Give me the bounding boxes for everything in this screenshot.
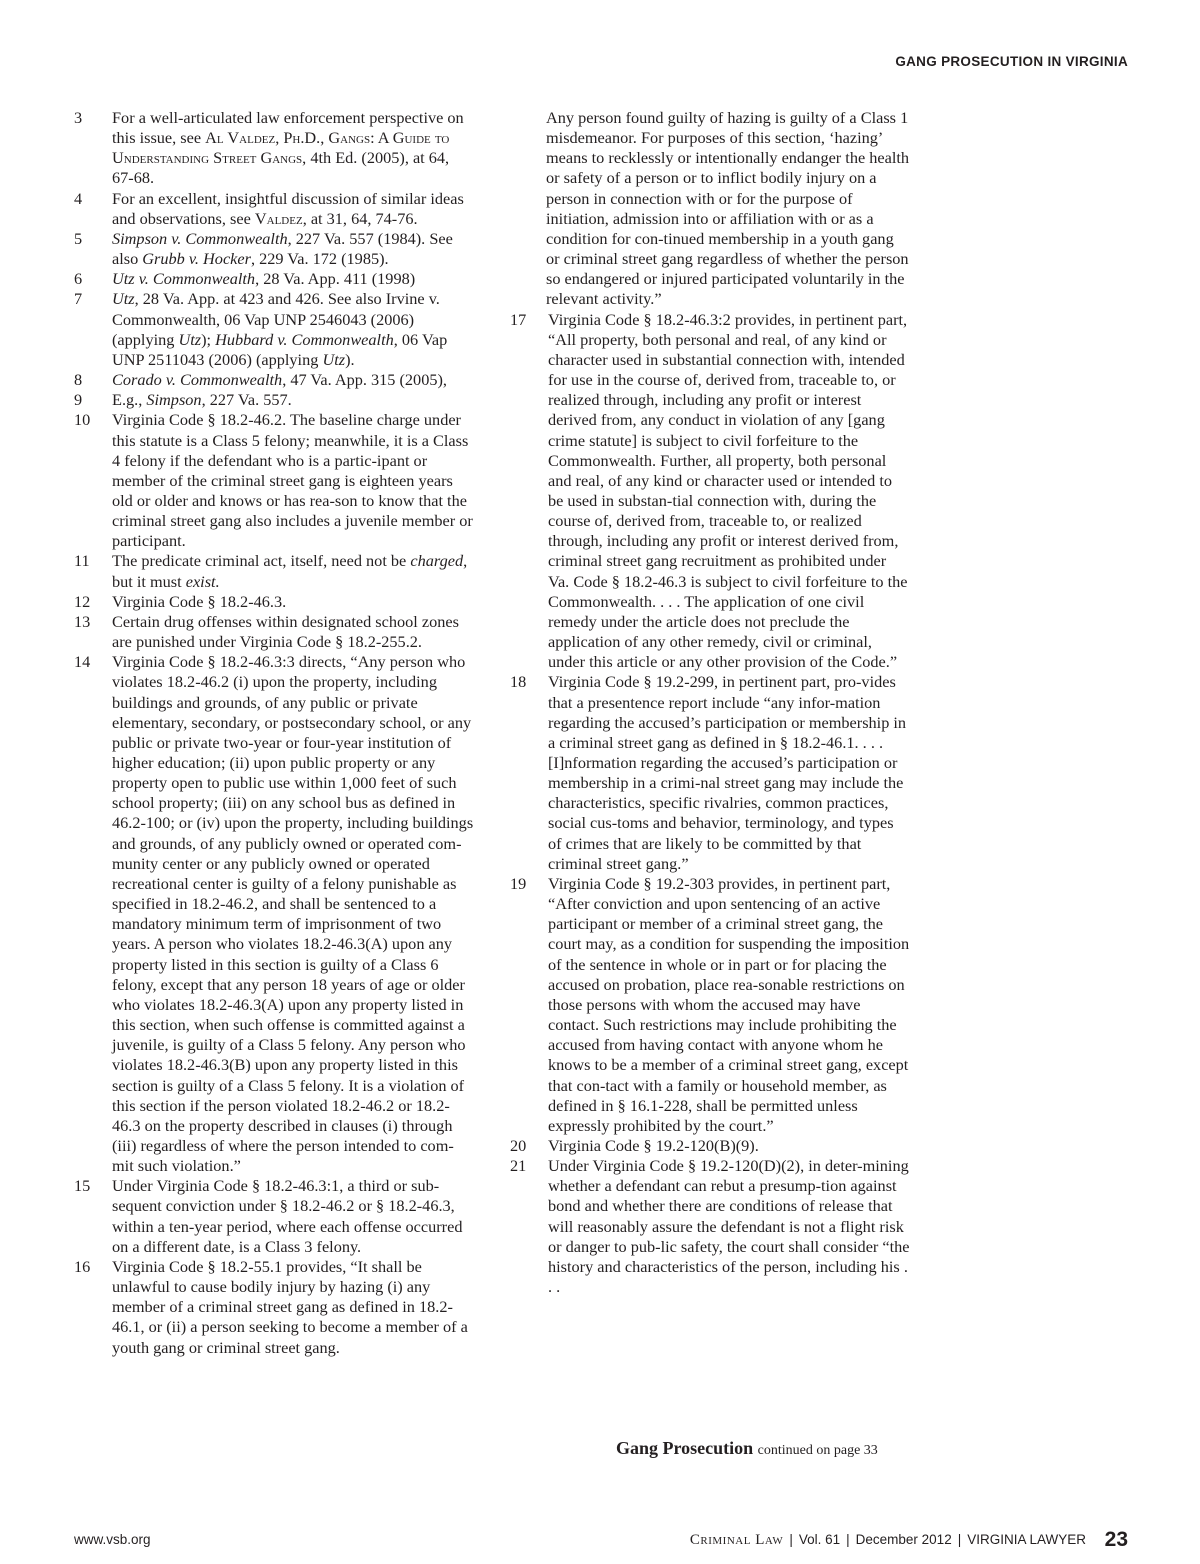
footnote-number: 6 [74,269,83,289]
footnote-number: 21 [510,1156,527,1176]
footnote-20 [510,1136,910,1156]
footnote-number: 10 [74,410,91,430]
footnote-number: 4 [74,188,83,208]
footnote-text: Virginia Code § 18.2-46.3. [112,591,287,611]
footnote-text: Under Virginia Code § 19.2-120(D)(2), in deter-mining whether a defendant can rebut a presump-tion against bond and whether there are conditions of release that will reasonably assure the defendant is not a flight risk or danger to pub-lic safety, the court shall consider “the history and characteristics of the person, including his . . . [548,1156,910,1297]
footer-url: www.vsb.org [74,1532,151,1547]
footnote-4 [74,189,474,229]
footer-separator: | [957,1532,962,1547]
footer-separator: | [846,1532,850,1547]
footnote-text: Virginia Code § 18.2-55.1 provides, “It shall be unlawful to cause bodily injury by hazing (i) any member of a criminal street gang as defined in 18.2-46.1, or (ii) a person seeking to become a member of a youth gang or criminal street gang. [112,1256,468,1357]
footnote-18 [510,672,910,874]
footnote-text: For a well-articulated law enforcement perspective on this issue, see Al Valdez, Ph.D., Gangs: A Guide to Understanding Street Gangs, 4th Ed. (2005), at 64, 67-68. [112,108,464,188]
footnote-16 [74,1257,474,1358]
footnote-15 [74,1176,474,1257]
left-column-footnotes [74,108,474,1358]
continued-notice [616,1438,878,1459]
footnote-text: Virginia Code § 18.2-46.2. The baseline charge under this statute is a Class 5 felony; meanwhile, it is a Class 4 felony if the defendant who is a partic-ipant or member of the criminal street gang is eighteen years old or older and knows or has rea-son to know that the criminal street gang also includes a juvenile member or participant. [112,410,473,551]
footnote-14 [74,652,474,1176]
footer-date: December 2012 [855,1532,952,1547]
footnote-number: 12 [74,591,91,611]
continued-label: Gang Prosecution [616,1438,754,1458]
footnote-21 [510,1156,910,1297]
footnote-number: 14 [74,652,91,672]
footer-volume: Vol. 61 [798,1532,841,1547]
footnote-6 [74,269,474,289]
footnote-text: Certain drug offenses within designated school zones are punished under Virginia Code § 18.2-255.2. [112,611,459,652]
page-footer [74,1530,1128,1554]
footnote-number: 11 [74,551,90,571]
footnote-text: Utz v. Commonwealth, 28 Va. App. 411 (1998) [112,269,416,289]
footnote-number: 7 [74,289,83,309]
footnote-text: Corado v. Commonwealth, 47 Va. App. 315 (2005), [112,370,447,390]
footer-section: Criminal Law [689,1532,784,1548]
footnote-text: Virginia Code § 19.2-299, in pertinent part, pro-vides that a presentence report include “any infor-mation regarding the accused’s participation or membership in a criminal street gang as defined in § 18.2-46.1. . . . [I]nformation regarding the accused’s participation or membership in a crimi-nal street gang may include the characteristics, specific rivalries, common practices, social cus-toms and behavior, terminology, and types of crimes that are likely to be committed by that criminal street gang.” [548,672,907,873]
footnote-12 [74,592,474,612]
footnote-19 [510,874,910,1136]
footnote-8 [74,370,474,390]
footnote-number: 9 [74,390,83,410]
footnote-text: Under Virginia Code § 18.2-46.3:1, a third or sub-sequent conviction under § 18.2-46.2 or § 18.2-46.3, within a ten-year period, where each offense occurred on a different date, is a Class 3 felony. [112,1176,463,1256]
footnote-number: 19 [510,873,527,893]
footnote-9 [74,390,474,410]
footnote-text: E.g., Simpson, 227 Va. 557. [112,390,292,410]
footnote-13 [74,612,474,652]
footnote-10 [74,410,474,551]
footnote-text: The predicate criminal act, itself, need not be charged, but it must exist. [112,551,468,591]
footer-publication: VIRGINIA LAWYER [967,1532,1086,1547]
footnote-11 [74,551,474,591]
footnote-number: 5 [74,228,83,248]
footnote-16-continuation: Any person found guilty of hazing is guilty of a Class 1 misdemeanor. For purposes of this section, ‘hazing’ means to recklessly or intentionally endanger the health or safety of a person or to inflict bodily injury on a person in connection with or for the purpose of initiation, admission into or affiliation with or as a condition for con-tinued membership in a youth gang or criminal street gang regardless of whether the person so endangered or injured participated voluntarily in the relevant activity.” [546,108,910,309]
continued-page-ref: continued on page 33 [757,1443,878,1458]
footer-separator: | [789,1532,793,1547]
footnote-number: 20 [510,1135,527,1155]
footnote-7 [74,289,474,370]
footnote-text: Simpson v. Commonwealth, 227 Va. 557 (1984). See also Grubb v. Hocker, 229 Va. 172 (1985). [112,228,453,269]
page-number: 23 [1104,1528,1128,1551]
footnote-text: Virginia Code § 18.2-46.3:3 directs, “Any person who violates 18.2-46.2 (i) upon the property, including buildings and grounds, of any public or private elementary, secondary, or postsecondary school, or any public or private two-year or four-year institution of higher education; (ii) upon public property or any property open to public use within 1,000 feet of such school property; (iii) on any school bus as defined in 46.2-100; or (iv) upon the property, including buildings and grounds, of any publicly owned or operated com-munity center or any publicly owned or operated recreational center is guilty of a felony punishable as specified in 18.2-46.2, and shall be sentenced to a mandatory minimum term of imprisonment of two years. A person who violates 18.2-46.3(A) upon any property listed in this section is guilty of a Class 6 felony, except that any person 18 years of age or older who violates 18.2-46.3(A) upon any property listed in this section, when such offense is committed against a juvenile, is guilty of a Class 5 felony. Any person who violates 18.2-46.3(B) upon any property listed in this section is guilty of a Class 5 felony. It is a violation of this section if the person violated 18.2-46.2 or 18.2-46.3 on the property described in clauses (i) through (iii) regardless of where the person intended to com-mit such violation.” [112,652,474,1176]
footnote-number: 18 [510,672,527,692]
footnote-5 [74,229,474,269]
footnote-number: 8 [74,370,83,390]
footnote-text: For an excellent, insightful discussion of similar ideas and observations, see Valdez, at 31, 64, 74-76. [112,188,464,228]
footnote-text: Virginia Code § 18.2-46.3:2 provides, in pertinent part, “All property, both personal and real, of any kind or character used in substantial connection with, intended for use in the course of, derived from, traceable to, or realized through, including any profit or interest derived from, any conduct in violation of any [gang crime statute] is subject to civil forfeiture to the Commonwealth. Further, all property, both personal and real, of any kind or character used or intended to be used in substan-tial connection with, during the course of, derived from, traceable to, or realized through, including any profit or interest derived from, criminal street gang recruitment as prohibited under Va. Code § 18.2-46.3 is subject to civil forfeiture to the Commonwealth. . . . The application of one civil remedy under the article does not preclude the application of any other remedy, civil or criminal, under this article or any other provision of the Code.” [548,309,908,672]
footnote-number: 3 [74,108,83,127]
footnote-text: Virginia Code § 19.2-120(B)(9). [548,1135,759,1155]
footnote-text: Virginia Code § 19.2-303 provides, in pertinent part, “After conviction and upon sentencing of an active participant or member of a criminal street gang, the court may, as a condition for suspending the imposition of the sentence in whole or in part or for placing the accused on probation, place rea-sonable restrictions on those persons with whom the accused may have contact. Such restrictions may include prohibiting the accused from having contact with anyone whom he knows to be a member of a criminal street gang, except that con-tact with a family or household member, as defined in § 16.1-228, shall be permitted unless expressly prohibited by the court.” [548,873,910,1135]
footnote-number: 15 [74,1176,91,1196]
footnote-17 [510,310,910,673]
footnote-text: Utz, 28 Va. App. at 423 and 426. See also Irvine v. Commonwealth, 06 Vap UNP 2546043 (2006) (applying Utz); Hubbard v. Commonwealth, 06 Vap UNP 2511043 (2006) (applying Utz). [112,289,448,369]
footer-issue-info [690,1532,1086,1549]
footnote-number: 17 [510,309,527,329]
footnote-3 [74,108,474,189]
footnote-number: 13 [74,611,91,631]
right-column-footnotes [510,108,910,1297]
running-head: GANG PROSECUTION IN VIRGINIA [895,54,1128,69]
footnote-number: 16 [74,1256,91,1276]
